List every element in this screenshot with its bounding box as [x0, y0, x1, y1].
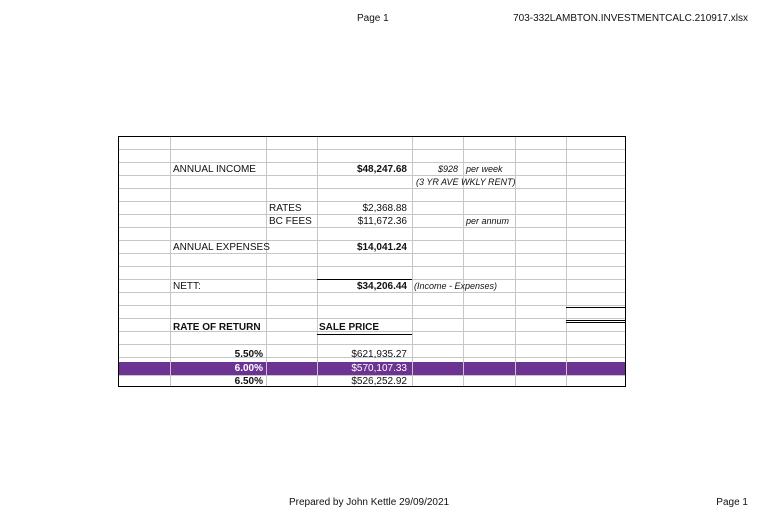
header-page-label: Page 1 [357, 13, 389, 24]
rates-label: RATES [269, 203, 302, 214]
bc-fees-value: $11,672.36 [357, 216, 407, 227]
sale-price-value: $526,252.92 [351, 376, 407, 387]
nett-note: (Income - Expenses) [414, 281, 498, 291]
gridline [119, 149, 625, 150]
border-line [566, 322, 626, 323]
gridline [119, 305, 625, 306]
rate-value: 5.50% [234, 349, 263, 360]
sale-price-value: $570,107.33 [351, 363, 407, 374]
nett-value: $34,206.44 [356, 281, 407, 292]
weekly-rent-unit: per week [466, 164, 503, 174]
gridline [119, 266, 625, 267]
header-file-name: 703-332LAMBTON.INVESTMENTCALC.210917.xlsx [513, 13, 748, 24]
rate-value: 6.50% [234, 376, 263, 387]
gridline [566, 137, 567, 386]
annual-income-value: $48,247.68 [356, 164, 407, 175]
bc-fees-unit: per annum [466, 216, 510, 226]
sale-price-value: $621,935.27 [351, 349, 407, 360]
border-line [566, 320, 626, 321]
rate-of-return-header: RATE OF RETURN [173, 322, 261, 333]
annual-income-label: ANNUAL INCOME [173, 164, 256, 175]
gridline [515, 137, 516, 386]
annual-expenses-value: $14,041.24 [356, 242, 407, 253]
gridline [463, 137, 464, 386]
rate-value: 6.00% [234, 363, 263, 374]
weekly-rent-value: $928 [437, 164, 458, 174]
rates-value: $2,368.88 [362, 203, 407, 214]
sale-price-underline [317, 334, 412, 335]
annual-expenses-label: ANNUAL EXPENSES [173, 242, 270, 253]
spreadsheet-area [118, 136, 626, 387]
gridline [266, 137, 267, 386]
footer-prepared-by: Prepared by John Kettle 29/09/2021 [289, 497, 450, 508]
sale-price-header: SALE PRICE [319, 322, 380, 333]
weekly-rent-note: (3 YR AVE WKLY RENT) [416, 177, 516, 187]
bc-fees-label: BC FEES [269, 216, 312, 227]
border-line [566, 307, 626, 308]
nett-label: NETT: [173, 281, 201, 292]
footer-page-label: Page 1 [716, 497, 748, 508]
gridline [119, 318, 625, 319]
gridline [119, 344, 625, 345]
gridline [119, 188, 625, 189]
